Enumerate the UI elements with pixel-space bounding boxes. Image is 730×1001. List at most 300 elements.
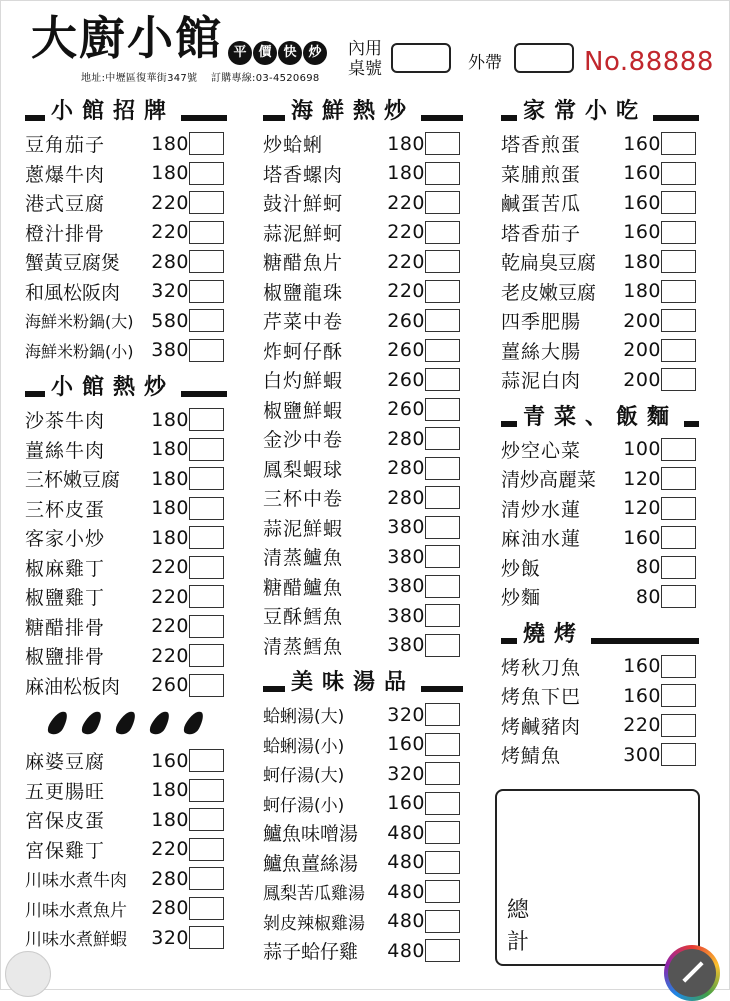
quantity-box[interactable] (661, 309, 696, 332)
item-price: 160 (623, 526, 661, 549)
phone: 訂購專線:03-4520698 (210, 73, 320, 84)
item-price: 300 (623, 743, 661, 766)
item-name: 炒麵 (501, 587, 542, 610)
quantity-box[interactable] (425, 762, 460, 785)
menu-item-row (263, 572, 463, 602)
section-title: 海鮮熱炒 (285, 98, 421, 124)
pencil-icon[interactable] (664, 945, 720, 1001)
menu-item-row (25, 612, 227, 642)
item-name: 五更腸旺 (25, 780, 106, 803)
menu-item-row (263, 306, 463, 336)
item-name: 白灼鮮蝦 (263, 370, 344, 393)
menu-item-row (263, 907, 463, 937)
section-title: 青菜、飯麵 (517, 404, 684, 430)
quantity-box[interactable] (425, 457, 460, 480)
menu-item-row (263, 631, 463, 661)
item-price: 160 (623, 221, 661, 244)
quantity-box[interactable] (425, 634, 460, 657)
item-name: 蚵仔湯(小) (263, 795, 345, 816)
total-label: 總計 (507, 898, 530, 955)
item-name: 鱸魚薑絲湯 (263, 852, 359, 875)
menu-item-row (263, 277, 463, 307)
item-name: 塔香螺肉 (263, 163, 344, 186)
chili-icon (182, 708, 207, 738)
section-title: 家常小吃 (517, 98, 653, 124)
menu-item-row (263, 730, 463, 760)
item-price: 160 (623, 655, 661, 678)
quantity-box[interactable] (661, 162, 696, 185)
item-price: 200 (623, 309, 661, 332)
item-price: 120 (623, 467, 661, 490)
item-price: 220 (623, 714, 661, 737)
item-price: 180 (151, 132, 189, 155)
item-name: 薑絲牛肉 (25, 439, 106, 462)
item-name: 宮保皮蛋 (25, 810, 106, 833)
menu-item-row (25, 188, 227, 218)
chili-icon (114, 708, 139, 738)
menu-item-row (263, 424, 463, 454)
quantity-box[interactable] (661, 556, 696, 579)
quantity-box[interactable] (189, 674, 224, 697)
item-price: 280 (151, 250, 189, 273)
menu-item-row (25, 306, 227, 336)
address-line (81, 69, 330, 84)
quantity-box[interactable] (661, 250, 696, 273)
item-name: 塔香茄子 (501, 222, 582, 245)
item-price: 120 (623, 497, 661, 520)
item-name: 蛤蜊湯(大) (263, 707, 345, 728)
item-price: 160 (151, 749, 189, 772)
quantity-box[interactable] (425, 162, 460, 185)
quantity-box[interactable] (189, 779, 224, 802)
item-price: 180 (387, 162, 425, 185)
item-name: 清蒸鱸魚 (263, 547, 344, 570)
item-name: 海鮮米粉鍋(大) (25, 312, 134, 332)
quantity-box[interactable] (189, 309, 224, 332)
quantity-box[interactable] (661, 497, 696, 520)
quantity-box[interactable] (661, 280, 696, 303)
item-price: 200 (623, 368, 661, 391)
item-price: 260 (387, 309, 425, 332)
quantity-box[interactable] (425, 398, 460, 421)
quantity-box[interactable] (425, 545, 460, 568)
quantity-box[interactable] (425, 486, 460, 509)
menu-item-row (25, 494, 227, 524)
section-title: 美味湯品 (285, 669, 421, 695)
menu-item-row (263, 483, 463, 513)
menu-item-row (263, 818, 463, 848)
quantity-box[interactable] (661, 467, 696, 490)
quantity-box[interactable] (425, 516, 460, 539)
section-header (263, 89, 463, 129)
quantity-box[interactable] (189, 467, 224, 490)
quantity-box[interactable] (189, 132, 224, 155)
menu-item-row (263, 159, 463, 189)
section-header (263, 660, 463, 700)
menu-item-row (501, 652, 699, 682)
menu-item-row (263, 365, 463, 395)
item-price: 200 (623, 339, 661, 362)
menu-item-row (263, 513, 463, 543)
menu-item-row (501, 188, 699, 218)
item-price: 260 (387, 368, 425, 391)
menu-item-row (263, 877, 463, 907)
quantity-box[interactable] (189, 497, 224, 520)
address: 地址:中壢區復華街347號 (81, 73, 198, 84)
item-name: 鳳梨蝦球 (263, 458, 344, 481)
item-name: 芹菜中卷 (263, 311, 344, 334)
item-name: 蛤蜊湯(小) (263, 736, 345, 757)
quantity-box[interactable] (425, 910, 460, 933)
item-price: 180 (387, 132, 425, 155)
slogan-badge: 平 (228, 41, 252, 65)
quantity-box[interactable] (661, 743, 696, 766)
item-price: 160 (623, 132, 661, 155)
quantity-box[interactable] (425, 703, 460, 726)
menu-item-row (25, 894, 227, 924)
item-price: 280 (387, 486, 425, 509)
quantity-box[interactable] (425, 339, 460, 362)
item-name: 川味水煮鮮蝦 (25, 930, 127, 951)
item-price: 380 (387, 604, 425, 627)
menu-item-row (263, 759, 463, 789)
menu-item-row (501, 435, 699, 465)
item-price: 260 (387, 339, 425, 362)
quantity-box[interactable] (661, 132, 696, 155)
menu-item-row (25, 864, 227, 894)
menu-item-row (25, 464, 227, 494)
item-price: 180 (151, 526, 189, 549)
item-price: 160 (387, 733, 425, 756)
item-name: 海鮮米粉鍋(小) (25, 341, 134, 361)
item-name: 豆角茄子 (25, 134, 106, 157)
menu-item-row (25, 159, 227, 189)
quantity-box[interactable] (661, 221, 696, 244)
menu-item-row (263, 188, 463, 218)
item-name: 蒜泥鮮蝦 (263, 517, 344, 540)
quantity-box[interactable] (189, 250, 224, 273)
menu-item-row (501, 553, 699, 583)
menu-item-row (25, 671, 227, 701)
menu-item-row (25, 805, 227, 835)
item-name: 麻婆豆腐 (25, 751, 106, 774)
quantity-box[interactable] (661, 714, 696, 737)
quantity-box[interactable] (425, 821, 460, 844)
chili-icon (148, 708, 173, 738)
menu-item-row (501, 129, 699, 159)
quantity-box[interactable] (425, 604, 460, 627)
quantity-box[interactable] (189, 867, 224, 890)
item-price: 180 (151, 497, 189, 520)
item-price: 320 (387, 762, 425, 785)
quantity-box[interactable] (189, 191, 224, 214)
item-price: 380 (387, 634, 425, 657)
quantity-box[interactable] (425, 733, 460, 756)
menu-item-row (263, 247, 463, 277)
quantity-box[interactable] (425, 221, 460, 244)
menu-item-row (263, 218, 463, 248)
item-name: 沙茶牛肉 (25, 410, 106, 433)
quantity-box[interactable] (189, 897, 224, 920)
quantity-box[interactable] (189, 615, 224, 638)
section-header (25, 89, 227, 129)
quantity-box[interactable] (661, 684, 696, 707)
item-name: 川味水煮魚片 (25, 900, 127, 921)
item-price: 220 (151, 644, 189, 667)
quantity-box[interactable] (661, 191, 696, 214)
menu-item-row (25, 336, 227, 366)
section-header (501, 89, 699, 129)
menu-item-row (25, 746, 227, 776)
menu-item-row (263, 454, 463, 484)
quantity-box[interactable] (425, 250, 460, 273)
item-price: 320 (151, 280, 189, 303)
menu-item-row (25, 247, 227, 277)
item-price: 80 (635, 585, 661, 608)
takeout-field[interactable] (514, 43, 574, 73)
section-title: 燒烤 (517, 621, 591, 647)
item-price: 380 (387, 575, 425, 598)
item-name: 四季肥腸 (501, 311, 582, 334)
quantity-box[interactable] (425, 368, 460, 391)
menu-item-row (263, 542, 463, 572)
item-price: 280 (387, 427, 425, 450)
item-name: 烤鯖魚 (501, 745, 562, 768)
face-icon[interactable] (5, 951, 51, 997)
item-price: 220 (151, 615, 189, 638)
item-name: 糖醋魚片 (263, 252, 344, 275)
item-price: 160 (623, 191, 661, 214)
item-name: 和風松阪肉 (25, 281, 121, 304)
item-price: 180 (623, 280, 661, 303)
quantity-box[interactable] (189, 808, 224, 831)
menu-item-row (25, 129, 227, 159)
item-price: 220 (151, 221, 189, 244)
menu-item-row (263, 936, 463, 966)
item-price: 280 (151, 867, 189, 890)
quantity-box[interactable] (189, 556, 224, 579)
chili-icon (46, 708, 71, 738)
item-price: 320 (151, 926, 189, 949)
quantity-box[interactable] (425, 575, 460, 598)
item-price: 580 (151, 309, 189, 332)
item-name: 剝皮辣椒雞湯 (263, 913, 365, 934)
menu-item-row (25, 923, 227, 953)
menu-item-row (501, 159, 699, 189)
slogan-badge: 價 (253, 41, 277, 65)
quantity-box[interactable] (189, 644, 224, 667)
menu-item-row (25, 553, 227, 583)
menu-column-3 (501, 89, 699, 770)
quantity-box[interactable] (189, 162, 224, 185)
quantity-box[interactable] (189, 221, 224, 244)
item-name: 炸蚵仔酥 (263, 340, 344, 363)
item-price: 180 (623, 250, 661, 273)
menu-item-row (25, 277, 227, 307)
quantity-box[interactable] (425, 427, 460, 450)
item-name: 三杯皮蛋 (25, 498, 106, 521)
item-name: 椒鹽龍珠 (263, 281, 344, 304)
item-name: 川味水煮牛肉 (25, 871, 127, 892)
slogan-badge: 快 (278, 41, 302, 65)
item-name: 豆酥鱈魚 (263, 606, 344, 629)
brand-title: 大廚小館 (31, 11, 223, 65)
item-name: 鱸魚味噌湯 (263, 823, 359, 846)
quantity-box[interactable] (425, 191, 460, 214)
item-price: 220 (387, 191, 425, 214)
item-price: 160 (387, 792, 425, 815)
menu-item-row (501, 711, 699, 741)
item-name: 炒蛤蜊 (263, 134, 324, 157)
quantity-box[interactable] (425, 939, 460, 962)
menu-item-row (263, 789, 463, 819)
quantity-box[interactable] (661, 585, 696, 608)
menu-item-row (501, 681, 699, 711)
item-name: 蒜泥白肉 (501, 370, 582, 393)
item-price: 380 (151, 339, 189, 362)
menu-item-row (263, 395, 463, 425)
item-name: 椒鹽鮮蝦 (263, 399, 344, 422)
item-name: 麻油松板肉 (25, 675, 121, 698)
slogan-badges (228, 41, 327, 65)
menu-item-row (263, 700, 463, 730)
takeout-label: 外帶 (468, 53, 502, 73)
item-name: 蒜泥鮮蚵 (263, 222, 344, 245)
menu-item-row (501, 306, 699, 336)
item-name: 薑絲大腸 (501, 340, 582, 363)
menu-item-row (501, 464, 699, 494)
slogan-badge: 炒 (303, 41, 327, 65)
menu-item-row (501, 365, 699, 395)
item-name: 三杯中卷 (263, 488, 344, 511)
item-name: 蔥爆牛肉 (25, 163, 106, 186)
item-name: 蟹黃豆腐煲 (25, 252, 121, 275)
quantity-box[interactable] (425, 309, 460, 332)
menu-item-row (501, 582, 699, 612)
quantity-box[interactable] (189, 838, 224, 861)
quantity-box[interactable] (189, 526, 224, 549)
item-name: 烤秋刀魚 (501, 656, 582, 679)
item-price: 160 (623, 684, 661, 707)
item-price: 480 (387, 821, 425, 844)
menu-item-row (25, 218, 227, 248)
quantity-box[interactable] (189, 438, 224, 461)
item-name: 炒空心菜 (501, 439, 582, 462)
menu-column-2 (263, 89, 463, 966)
quantity-box[interactable] (189, 749, 224, 772)
menu-item-row (25, 835, 227, 865)
item-name: 金沙中卷 (263, 429, 344, 452)
order-number: No.88888 (584, 47, 714, 77)
menu-item-row (25, 776, 227, 806)
item-price: 480 (387, 880, 425, 903)
table-number-field[interactable] (391, 43, 451, 73)
quantity-box[interactable] (661, 339, 696, 362)
section-title: 小館招牌 (45, 98, 181, 124)
quantity-box[interactable] (661, 368, 696, 391)
item-price: 80 (635, 556, 661, 579)
item-name: 老皮嫩豆腐 (501, 281, 597, 304)
item-name: 椒鹽排骨 (25, 646, 106, 669)
menu-item-row (501, 494, 699, 524)
item-price: 180 (151, 779, 189, 802)
item-name: 麻油水蓮 (501, 528, 582, 551)
section-header (501, 395, 699, 435)
quantity-box[interactable] (425, 880, 460, 903)
quantity-box[interactable] (189, 585, 224, 608)
item-price: 220 (151, 556, 189, 579)
item-name: 烤魚下巴 (501, 686, 582, 709)
item-price: 480 (387, 939, 425, 962)
section-title: 小館熱炒 (45, 374, 181, 400)
item-price: 260 (387, 398, 425, 421)
item-price: 180 (151, 467, 189, 490)
menu-item-row (263, 129, 463, 159)
item-price: 280 (387, 457, 425, 480)
item-name: 宮保雞丁 (25, 839, 106, 862)
quantity-box[interactable] (425, 280, 460, 303)
menu-item-row (25, 523, 227, 553)
quantity-box[interactable] (425, 851, 460, 874)
item-name: 客家小炒 (25, 528, 106, 551)
item-name: 鹹蛋苦瓜 (501, 193, 582, 216)
item-name: 糖醋鱸魚 (263, 576, 344, 599)
quantity-box[interactable] (661, 438, 696, 461)
item-price: 220 (387, 250, 425, 273)
quantity-box[interactable] (661, 526, 696, 549)
quantity-box[interactable] (189, 339, 224, 362)
menu-item-row (263, 601, 463, 631)
item-price: 220 (151, 191, 189, 214)
quantity-box[interactable] (189, 926, 224, 949)
item-price: 220 (387, 280, 425, 303)
quantity-box[interactable] (189, 280, 224, 303)
menu-item-row (501, 523, 699, 553)
menu-item-row (25, 582, 227, 612)
item-name: 鳳梨苦瓜雞湯 (263, 884, 365, 905)
quantity-box[interactable] (425, 792, 460, 815)
item-price: 220 (151, 838, 189, 861)
item-price: 180 (151, 808, 189, 831)
item-price: 180 (151, 408, 189, 431)
item-price: 480 (387, 851, 425, 874)
item-name: 菜脯煎蛋 (501, 163, 582, 186)
section-header (501, 612, 699, 652)
item-name: 橙汁排骨 (25, 222, 106, 245)
item-name: 三杯嫩豆腐 (25, 469, 121, 492)
menu-item-row (263, 848, 463, 878)
table-number-label: 內用桌號 (348, 39, 382, 79)
section-header (25, 365, 227, 405)
menu-item-row (25, 405, 227, 435)
quantity-box[interactable] (189, 408, 224, 431)
item-price: 480 (387, 910, 425, 933)
menu-item-row (501, 218, 699, 248)
item-name: 蒜子蛤仔雞 (263, 941, 359, 964)
item-price: 320 (387, 703, 425, 726)
item-name: 烤鹹豬肉 (501, 715, 582, 738)
total-box[interactable] (495, 789, 700, 966)
item-name: 椒麻雞丁 (25, 557, 106, 580)
quantity-box[interactable] (425, 132, 460, 155)
item-price: 100 (623, 438, 661, 461)
item-name: 炒飯 (501, 557, 542, 580)
menu-item-row (25, 435, 227, 465)
quantity-box[interactable] (661, 655, 696, 678)
item-name: 椒鹽雞丁 (25, 587, 106, 610)
item-name: 清蒸鱈魚 (263, 635, 344, 658)
item-name: 糖醋排骨 (25, 616, 106, 639)
